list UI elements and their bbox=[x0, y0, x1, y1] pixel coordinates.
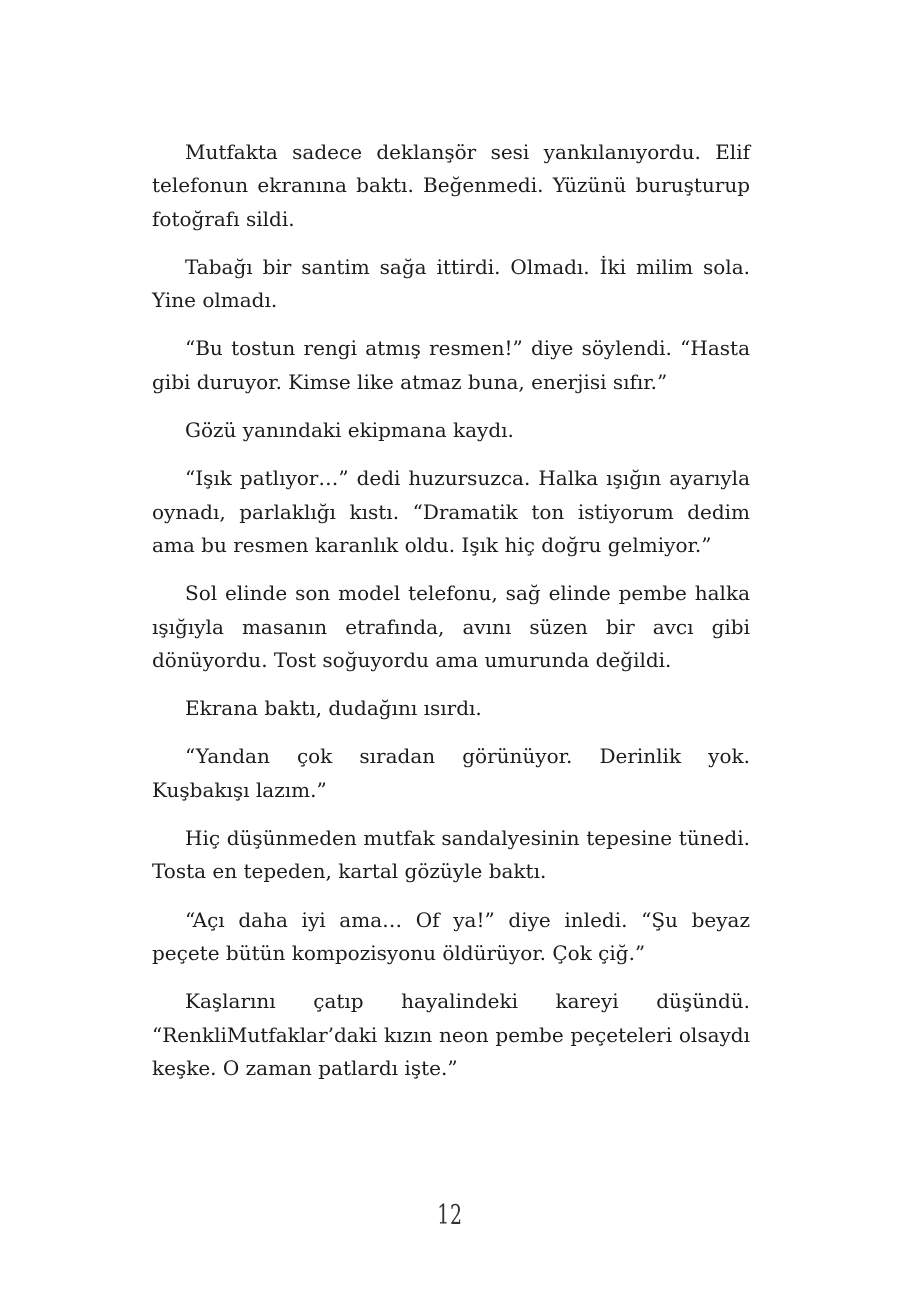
paragraph: Hiç düşünmeden mutfak sandalyesinin tepesine tünedi. Tosta en tepeden, kartal gözüyle baktı. bbox=[152, 826, 750, 884]
paragraph: “Bu tostun rengi atmış resmen!” diye söylendi. “Hasta gibi duruyor. Kimse like atmaz buna, enerjisi sıfır.” bbox=[152, 336, 750, 394]
paragraph: Ekrana baktı, dudağını ısırdı. bbox=[185, 696, 482, 721]
paragraph: Sol elinde son model telefonu, sağ elinde pembe halka ışığıyla masanın etrafında, avını süzen bir avcı gibi dönüyordu. Tost soğuyordu ama umurunda değildi. bbox=[152, 581, 750, 672]
page-number: 12 bbox=[437, 1200, 463, 1231]
paragraph: “Işık patlıyor…” dedi huzursuzca. Halka ışığın ayarıyla oynadı, parlaklığı kıstı. “Dramatik ton istiyorum dedim ama bu resmen karanlık oldu. Işık hiç doğru gelmiyor.” bbox=[152, 466, 750, 557]
paragraph: Kaşlarını çatıp hayalindeki kareyi düşündü. “RenkliMutfaklar’daki kızın neon pembe peçeteleri olsaydı keşke. O zaman patlardı işte.” bbox=[152, 989, 750, 1080]
paragraph: Tabağı bir santim sağa ittirdi. Olmadı. İki milim sola. Yine olmadı. bbox=[152, 254, 750, 313]
paragraph: “Yandan çok sıradan görünüyor. Derinlik yok. Kuşbakışı lazım.” bbox=[152, 744, 750, 802]
paragraph: Gözü yanındaki ekipmana kaydı. bbox=[185, 418, 514, 443]
body-text bbox=[152, 136, 750, 1100]
paragraph: “Açı daha iyi ama… Of ya!” diye inledi. “Şu beyaz peçete bütün kompozisyonu öldürüyor. Çok çiğ.” bbox=[152, 907, 750, 965]
paragraph: Mutfakta sadece deklanşör sesi yankılanıyordu. Elif telefonun ekranına baktı. Beğenmedi. Yüzünü buruşturup fotoğrafı sildi. bbox=[152, 140, 750, 231]
